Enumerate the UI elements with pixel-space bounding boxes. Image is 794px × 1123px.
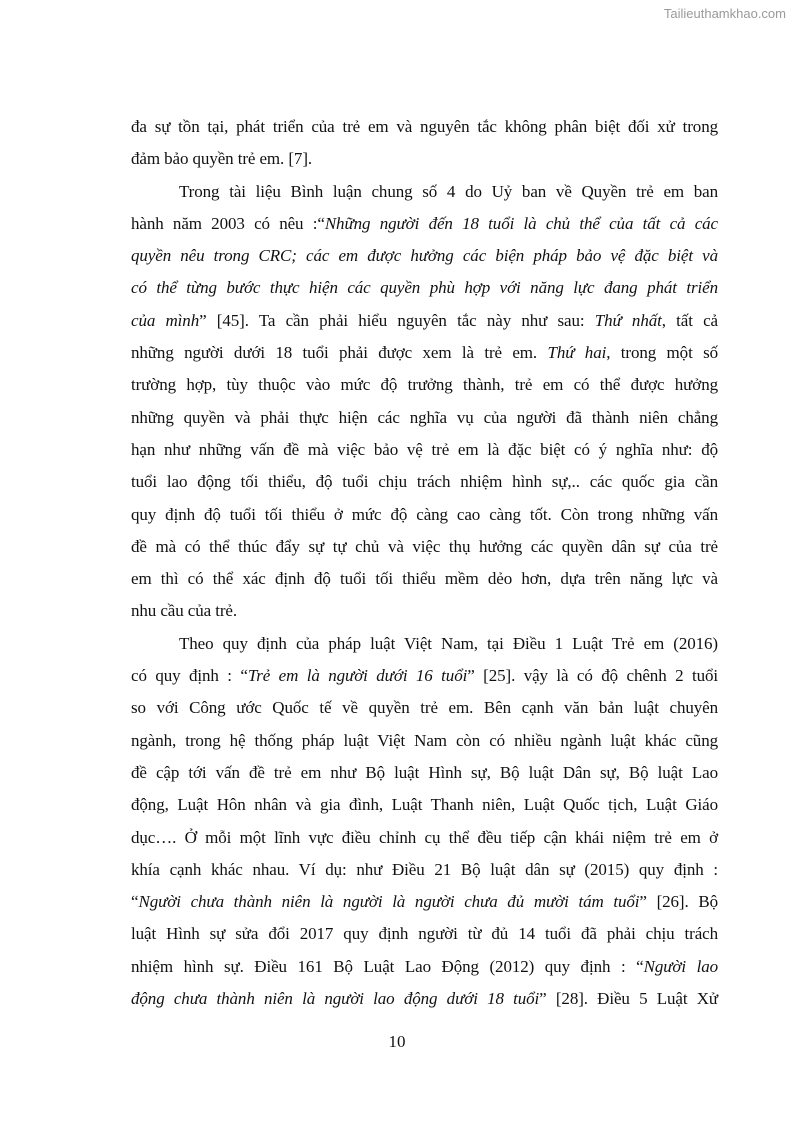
text-line <box>131 274 718 306</box>
italic-text-segment: động chưa thành niên là người lao động dưới 18 tuổi <box>131 989 540 1009</box>
text-segment: ” [25]. vậy là có độ chênh 2 tuổi <box>467 666 718 686</box>
text-segment: hạn như những vấn đề mà việc bảo vệ trẻ em là đặc biệt có ý nghĩa như: độ <box>131 439 718 459</box>
italic-text-segment: Những người đến 18 tuổi là chủ thể của tất cả các <box>324 213 719 233</box>
text-segment: ” [28]. Điều 5 Luật Xử <box>539 989 718 1009</box>
text-line <box>131 759 718 791</box>
text-line <box>131 630 718 662</box>
text-line <box>131 920 718 952</box>
text-segment: những quyền và phải thực hiện các nghĩa vụ của người đã thành niên chẳng <box>131 407 718 427</box>
text-line <box>131 178 718 210</box>
text-segment: ” [45]. Ta cần phải hiểu nguyên tắc này như sau: <box>199 310 595 330</box>
text-line <box>131 468 718 500</box>
italic-text-segment: của mình <box>131 310 200 330</box>
text-segment: ” [26]. Bộ <box>639 892 718 912</box>
text-line <box>131 242 718 274</box>
text-segment: nhu cầu của trẻ. <box>131 601 238 621</box>
text-line <box>131 371 718 403</box>
text-line <box>131 953 718 985</box>
text-line <box>131 307 718 339</box>
italic-text-segment: Người lao <box>643 956 718 976</box>
text-segment: đề mà có thể thúc đẩy sự tự chủ và việc thụ hưởng các quyền dân sự của trẻ <box>131 536 718 556</box>
text-segment: , trong một số <box>606 343 718 363</box>
text-segment: đa sự tồn tại, phát triển của trẻ em và nguyên tắc không phân biệt đối xử trong <box>131 117 718 136</box>
text-segment: đề cập tới vấn đề trẻ em như Bộ luật Hình sự, Bộ luật Dân sự, Bộ luật Lao <box>131 762 718 782</box>
text-line <box>131 694 718 726</box>
text-segment: em thì có thể xác định độ tuổi tối thiểu mềm dẻo hơn, dựa trên năng lực và <box>131 569 718 589</box>
italic-text-segment: Thứ nhất <box>594 310 662 330</box>
text-line <box>131 565 718 597</box>
text-segment: , tất cả <box>661 310 718 330</box>
italic-text-segment: có thể từng bước thực hiện các quyền phù hợp với năng lực đang phát triển <box>131 278 718 298</box>
text-line <box>131 436 718 468</box>
document-body <box>131 113 718 1017</box>
text-segment: động, Luật Hôn nhân và gia đình, Luật Thanh niên, Luật Quốc tịch, Luật Giáo <box>131 795 718 815</box>
text-line <box>131 113 718 145</box>
text-line <box>131 210 718 242</box>
text-segment: “ <box>131 892 139 912</box>
italic-text-segment: Trẻ em là người dưới 16 tuổi <box>247 666 468 686</box>
text-line <box>131 597 718 629</box>
text-segment: Trong tài liệu Bình luận chung số 4 do Uỷ ban về Quyền trẻ em ban <box>179 181 718 201</box>
text-line <box>131 727 718 759</box>
text-line <box>131 856 718 888</box>
text-line <box>131 888 718 920</box>
text-segment: có quy định : “ <box>131 666 248 686</box>
text-line <box>131 791 718 823</box>
text-segment: Theo quy định của pháp luật Việt Nam, tại Điều 1 Luật Trẻ em (2016) <box>179 633 718 653</box>
text-segment: tuổi lao động tối thiểu, độ tuổi chịu trách nhiệm hình sự,.. các quốc gia cần <box>131 472 718 492</box>
text-segment: những người dưới 18 tuổi phải được xem là trẻ em. <box>131 343 548 363</box>
text-segment: trường hợp, tùy thuộc vào mức độ trưởng thành, trẻ em có thể được hưởng <box>131 375 718 395</box>
text-segment: khía cạnh khác nhau. Ví dụ: như Điều 21 Bộ luật dân sự (2015) quy định : <box>131 859 718 879</box>
text-segment: quy định độ tuổi tối thiểu ở mức độ càng cao càng tốt. Còn trong những vấn <box>131 504 718 524</box>
text-line <box>131 145 718 177</box>
text-line <box>131 533 718 565</box>
text-line <box>131 985 718 1017</box>
italic-text-segment: Người chưa thành niên là người là người chưa đủ mười tám tuổi <box>138 892 640 912</box>
text-line <box>131 339 718 371</box>
text-segment: ngành, trong hệ thống pháp luật Việt Nam còn có nhiều ngành luật khác cũng <box>131 730 718 750</box>
text-segment: nhiệm hình sự. Điều 161 Bộ Luật Lao Động (2012) quy định : “ <box>131 956 644 976</box>
watermark-text: Tailieuthamkhao.com <box>663 6 786 21</box>
text-segment: đảm bảo quyền trẻ em. [7]. <box>131 149 313 169</box>
italic-text-segment: Thứ hai <box>547 343 607 363</box>
text-line <box>131 824 718 856</box>
italic-text-segment: quyền nêu trong CRC; các em được hưởng các biện pháp bảo vệ đặc biệt và <box>131 246 718 266</box>
text-segment: dục…. Ở mỗi một lĩnh vực điều chỉnh cụ thể đều tiếp cận khái niệm trẻ em ở <box>131 827 718 847</box>
text-line <box>131 501 718 533</box>
text-segment: so với Công ước Quốc tế về quyền trẻ em. Bên cạnh văn bản luật chuyên <box>131 698 718 718</box>
text-segment: hành năm 2003 có nêu :“ <box>131 213 325 233</box>
page-number: 10 <box>388 1032 406 1051</box>
text-segment: luật Hình sự sửa đổi 2017 quy định người từ đủ 14 tuổi đã phải chịu trách <box>131 924 718 944</box>
text-line <box>131 404 718 436</box>
text-line <box>131 662 718 694</box>
